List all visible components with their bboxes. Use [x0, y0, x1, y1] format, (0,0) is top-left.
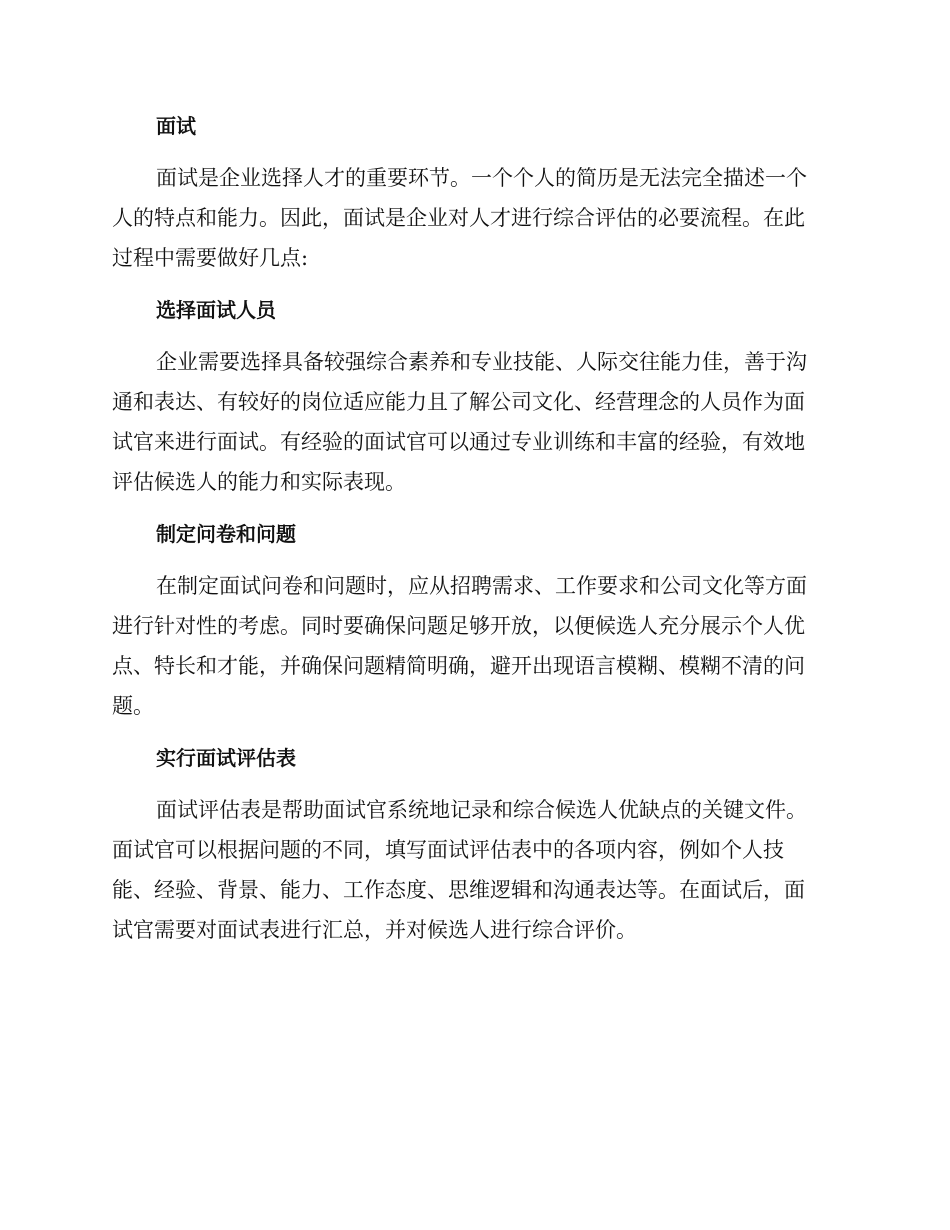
- paragraph-line: 过程中需要做好几点:: [112, 246, 309, 270]
- section-heading-evaluation-form: 实行面试评估表: [156, 746, 296, 770]
- document-body: [112, 106, 832, 950]
- paragraph-line: 人的特点和能力。因此，面试是企业对人才进行综合评估的必要流程。在此: [112, 206, 805, 230]
- paragraph-line: 点、特长和才能，并确保问题精简明确，避开出现语言模糊、模糊不清的问: [112, 654, 805, 678]
- paragraph-line: 试官需要对面试表进行汇总，并对候选人进行综合评价。: [112, 918, 637, 942]
- paragraph-line: 面试是企业选择人才的重要环节。一个个人的简历是无法完全描述一个: [156, 166, 807, 190]
- paragraph-line: 试官来进行面试。有经验的面试官可以通过专业训练和丰富的经验，有效地: [112, 430, 805, 454]
- section-heading-questionnaire: 制定问卷和问题: [156, 522, 296, 546]
- section-paragraph-evaluation-form: [112, 790, 832, 950]
- paragraph-line: 通和表达、有较好的岗位适应能力且了解公司文化、经营理念的人员作为面: [112, 390, 805, 414]
- paragraph-line: 能、经验、背景、能力、工作态度、思维逻辑和沟通表达等。在面试后，面: [112, 878, 805, 902]
- paragraph-line: 面试评估表是帮助面试官系统地记录和综合候选人优缺点的关键文件。: [156, 798, 807, 822]
- section-heading-select-interviewers: 选择面试人员: [156, 298, 276, 322]
- paragraph-line: 评估候选人的能力和实际表现。: [112, 470, 406, 494]
- paragraph-line: 面试官可以根据问题的不同，填写面试评估表中的各项内容，例如个人技: [112, 838, 784, 862]
- section-heading-interview: 面试: [156, 114, 196, 138]
- paragraph-line: 企业需要选择具备较强综合素养和专业技能、人际交往能力佳，善于沟: [156, 350, 807, 374]
- section-paragraph-questionnaire: [112, 566, 832, 726]
- section-paragraph-interview: [112, 158, 832, 278]
- paragraph-line: 进行针对性的考虑。同时要确保问题足够开放，以便候选人充分展示个人优: [112, 614, 805, 638]
- section-paragraph-select-interviewers: [112, 342, 832, 502]
- paragraph-line: 在制定面试问卷和问题时，应从招聘需求、工作要求和公司文化等方面: [156, 574, 807, 598]
- paragraph-line: 题。: [112, 694, 154, 718]
